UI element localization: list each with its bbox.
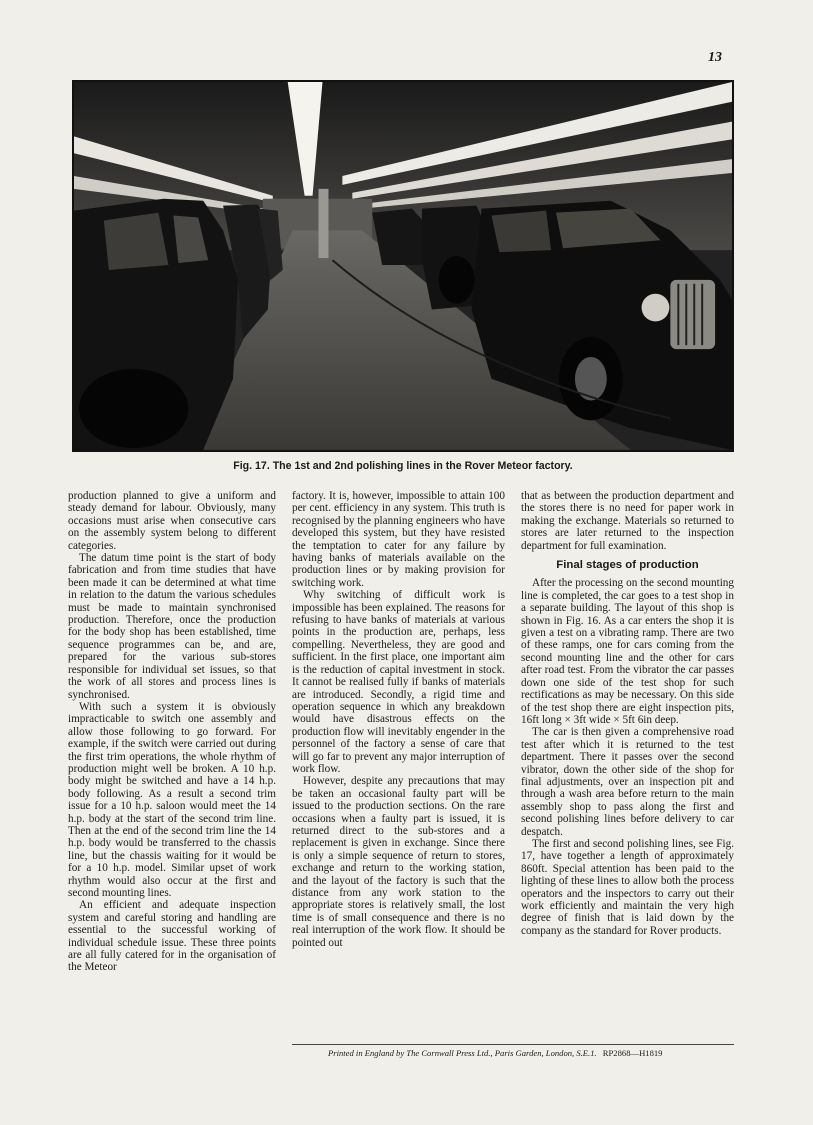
factory-photograph xyxy=(72,80,734,452)
text-column-3 xyxy=(521,490,734,937)
paragraph: Why switching of difficult work is impossible has been explained. The reasons for refusing to have banks of materials at various points in the production are, perhaps, less compelling. Nevertheless, they are good and sufficient. In the first place, one important aim is the reduction of capital investment in stock. It cannot be realised fully if banks of materials are introduced. Secondly, a rigid time and operation sequence in which any breakdown would have disastrous effects on the production flow will inevitably engender in the personnel of the factory a sense of care that will go far to prevent any major interruption of work flow. xyxy=(292,589,505,775)
section-heading: Final stages of production xyxy=(556,559,699,572)
page-number: 13 xyxy=(708,50,722,65)
figure-caption: Fig. 17. The 1st and 2nd polishing lines in the Rover Meteor factory. xyxy=(233,460,573,472)
footer-rule xyxy=(292,1044,734,1045)
text-column-1 xyxy=(68,490,276,974)
polishing-lines-photo xyxy=(74,82,732,450)
paragraph: The first and second polishing lines, see Fig. 17, have together a length of approximately 860ft. Special attention has been paid to the lighting of these lines to allow both the process operators and the inspectors to carry out their work efficiently and maintain the very high degree of finish that is laid down by the company as the standard for Rover products. xyxy=(521,837,734,937)
paragraph: that as between the production department and the stores there is no need for paper work in making the exchange. Materials so returned to stores are later returned to the inspection department for full examination. xyxy=(521,490,734,552)
paragraph: However, despite any precautions that may be taken an occasional faulty part will be issued to the production sections. On the rare occasions when a faulty part is issued, it is returned direct to the sub-stores and a replacement is given in exchange. Since there is only a simple sequence of return to stores, exchange and return to the working station, and the layout of the factory is such that the distance from any work station to the appropriate stores is relatively small, the lost time is of small consequence and there is no real interruption of the work flow. It should be pointed out xyxy=(292,775,505,949)
paragraph: The car is then given a comprehensive road test after which it is returned to the test department. There it passes over the second vibrator, down the other side of the shop for final adjustments, over an inspection pit and through a wash area before return to the main assembly shop to pass along the first and second polishing lines before delivery to car despatch. xyxy=(521,726,734,838)
paragraph: An efficient and adequate inspection system and careful storing and handling are essential to the successful working of individual schedule issue. These three points are all fully catered for in the organisation of the Meteor xyxy=(68,899,276,974)
text-column-2 xyxy=(292,490,505,949)
paragraph: After the processing on the second mounting line is completed, the car goes to a test shop in a separate building. The layout of this shop is shown in Fig. 16. As a car enters the shop it is given a test on a vibrating ramp. There are two of these ramps, one for cars coming from the second mounting line and the other for cars after road test. From the vibrator the car passes down one side of the test shop for such rectifications as may be necessary. On this side of the test shop there are eight inspection pits, 16ft long × 3ft wide × 5ft 6in deep. xyxy=(521,577,734,726)
paragraph: With such a system it is obviously impracticable to switch one assembly and allow those following to go forward. For example, if the switch were carried out during the first trim operations, the whole rhythm of production might well be broken. A 10 h.p. body might be switched and have a 14 h.p. body following. As a result a second trim issue for a 10 h.p. saloon would meet the 14 h.p. body at the start of the second trim line. Then at the end of the second trim line the 14 h.p. body would be transferred to the chassis line, but the chassis waiting for it would be for a 10 h.p. model. Similar upset of work rhythm would also occur at the first and second mounting lines. xyxy=(68,700,276,899)
print-code: RP2868—H1819 xyxy=(602,1048,663,1058)
paragraph: production planned to give a uniform and steady demand for labour. Obviously, many occasions must arise when consecutive cars on the assembly system belong to different categories. xyxy=(68,490,276,552)
paragraph: factory. It is, however, impossible to attain 100 per cent. efficiency in any system. This truth is recognised by the planning engineers who have developed this system, but they have resisted the temptation to cater for any failure by having banks of materials available on the production lines or by making provision for switching work. xyxy=(292,490,505,589)
imprint-text: Printed in England by The Cornwall Press Ltd., Paris Garden, London, S.E.1. xyxy=(328,1048,597,1058)
printer-imprint xyxy=(328,1048,734,1058)
paragraph: The datum time point is the start of body fabrication and from time studies that have been made it can be determined at what time in relation to the datum the various schedules must be made to maintain synchronised production. Therefore, once the production for the body shop has been established, time sequence programmes can be, and are, prepared for the various sub-stores responsible for individual set issues, so that the work of all stores and process lines is synchronised. xyxy=(68,552,276,701)
